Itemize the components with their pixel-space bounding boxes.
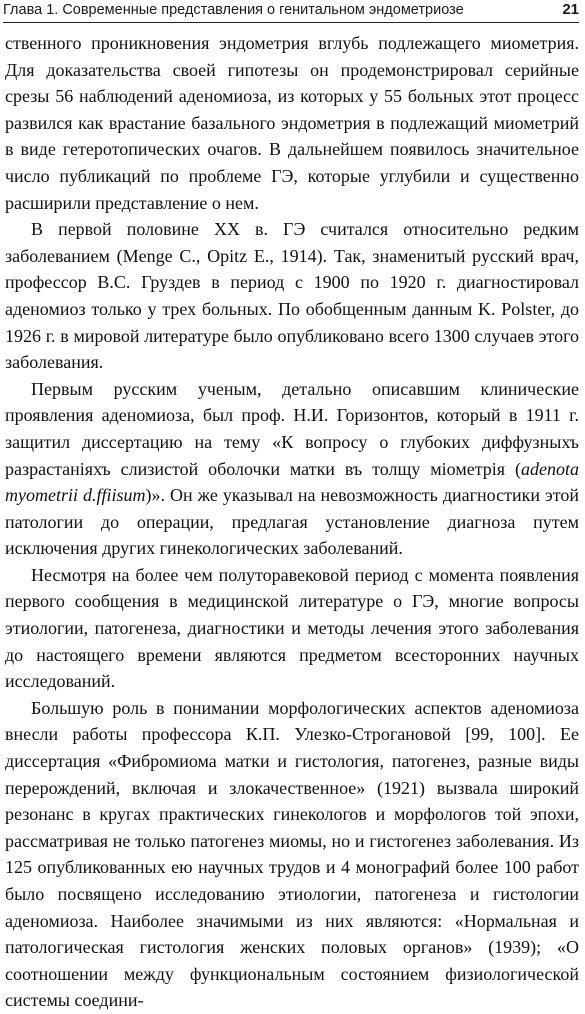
page-number: 21 xyxy=(562,1,579,18)
paragraph-1: ственного проникновения эндометрия вглубь подлежащего миометрия. Для доказательства своей гипотезы он продемонстрировал серийные срезы 56 наблюдений аденомиоза, из которых у 55 больных этот процесс развился как врастание базального эндометрия в подлежащий миометрий в виде гетеротопических очагов. В дальнейшем появилось значительное число публикаций по проблеме ГЭ, которые углубили и существенно расширили представление о нем. xyxy=(5,33,579,213)
paragraph-4: Несмотря на более чем полуторавековой период с момента появления первого сообщения в медицинской литературе о ГЭ, многие вопросы этиологии, патогенеза, диагностики и методы лечения этого заболевания до настоящего времени являются предметом всесторонних научных исследований. xyxy=(5,564,579,692)
paragraph-5: Большую роль в понимании морфологических аспектов аденомиоза внесли работы профессора К.П. Улезко-Строгановой [99, 100]. Ее диссертация «Фибромиома матки и гистология, патогенез, разные виды перерождений, включая и злокачественное» (1921) вызвала широкий резонанс в кругах практических гинекологов и морфологов той эпохи, рассматривая не только патогенез миомы, но и гистогенез заболевания. Из 125 опубликованных ею научных трудов и 4 монографий более 100 работ было посвящено исследованию этиологии, патогенеза и гистологии аденомиоза. Наиболее значимыми из них являются: «Нормальная и патологическая гистология женских половых органов» (1939); «О соотношении между функциональным состоянием физиологической системы соедини- xyxy=(5,697,579,1011)
paragraph-3 xyxy=(5,376,579,562)
body-text xyxy=(5,30,579,1011)
paragraph-3-text-after: )». Он же указывал на невозможность диагностики этой патологии до операции, предлагая установление диагноза путем исключения других гинекологических заболеваний. xyxy=(5,485,579,559)
paragraph-3-italic-term: adenota myometrii d.ffiisum xyxy=(5,458,579,506)
paragraph-3-text-before: Первым русским ученым, детально описавшим клинические проявления аденомиоза, был проф. Н.И. Горизонтов, который в 1911 г. защитил диссертацию на тему «К вопросу о глубоких диффузныхъ разрастанiяхъ слизистой оболочки матки въ толщу мiометрiя ( xyxy=(5,378,579,479)
paragraph-2: В первой половине XX в. ГЭ считался относительно редким заболеванием (Menge C., Opitz E., 1914). Так, знаменитый русский врач, профессор В.С. Груздев в период с 1900 по 1920 г. диагностировал аденомиоз только у трех больных. По обобщенным данным K. Polster, до 1926 г. в мировой литературе было опубликовано всего 1300 случаев этого заболевания. xyxy=(5,219,579,373)
running-header xyxy=(3,0,579,22)
header-rule xyxy=(3,22,579,23)
chapter-title: Глава 1. Современные представления о генитальном эндометриозе xyxy=(3,2,464,18)
